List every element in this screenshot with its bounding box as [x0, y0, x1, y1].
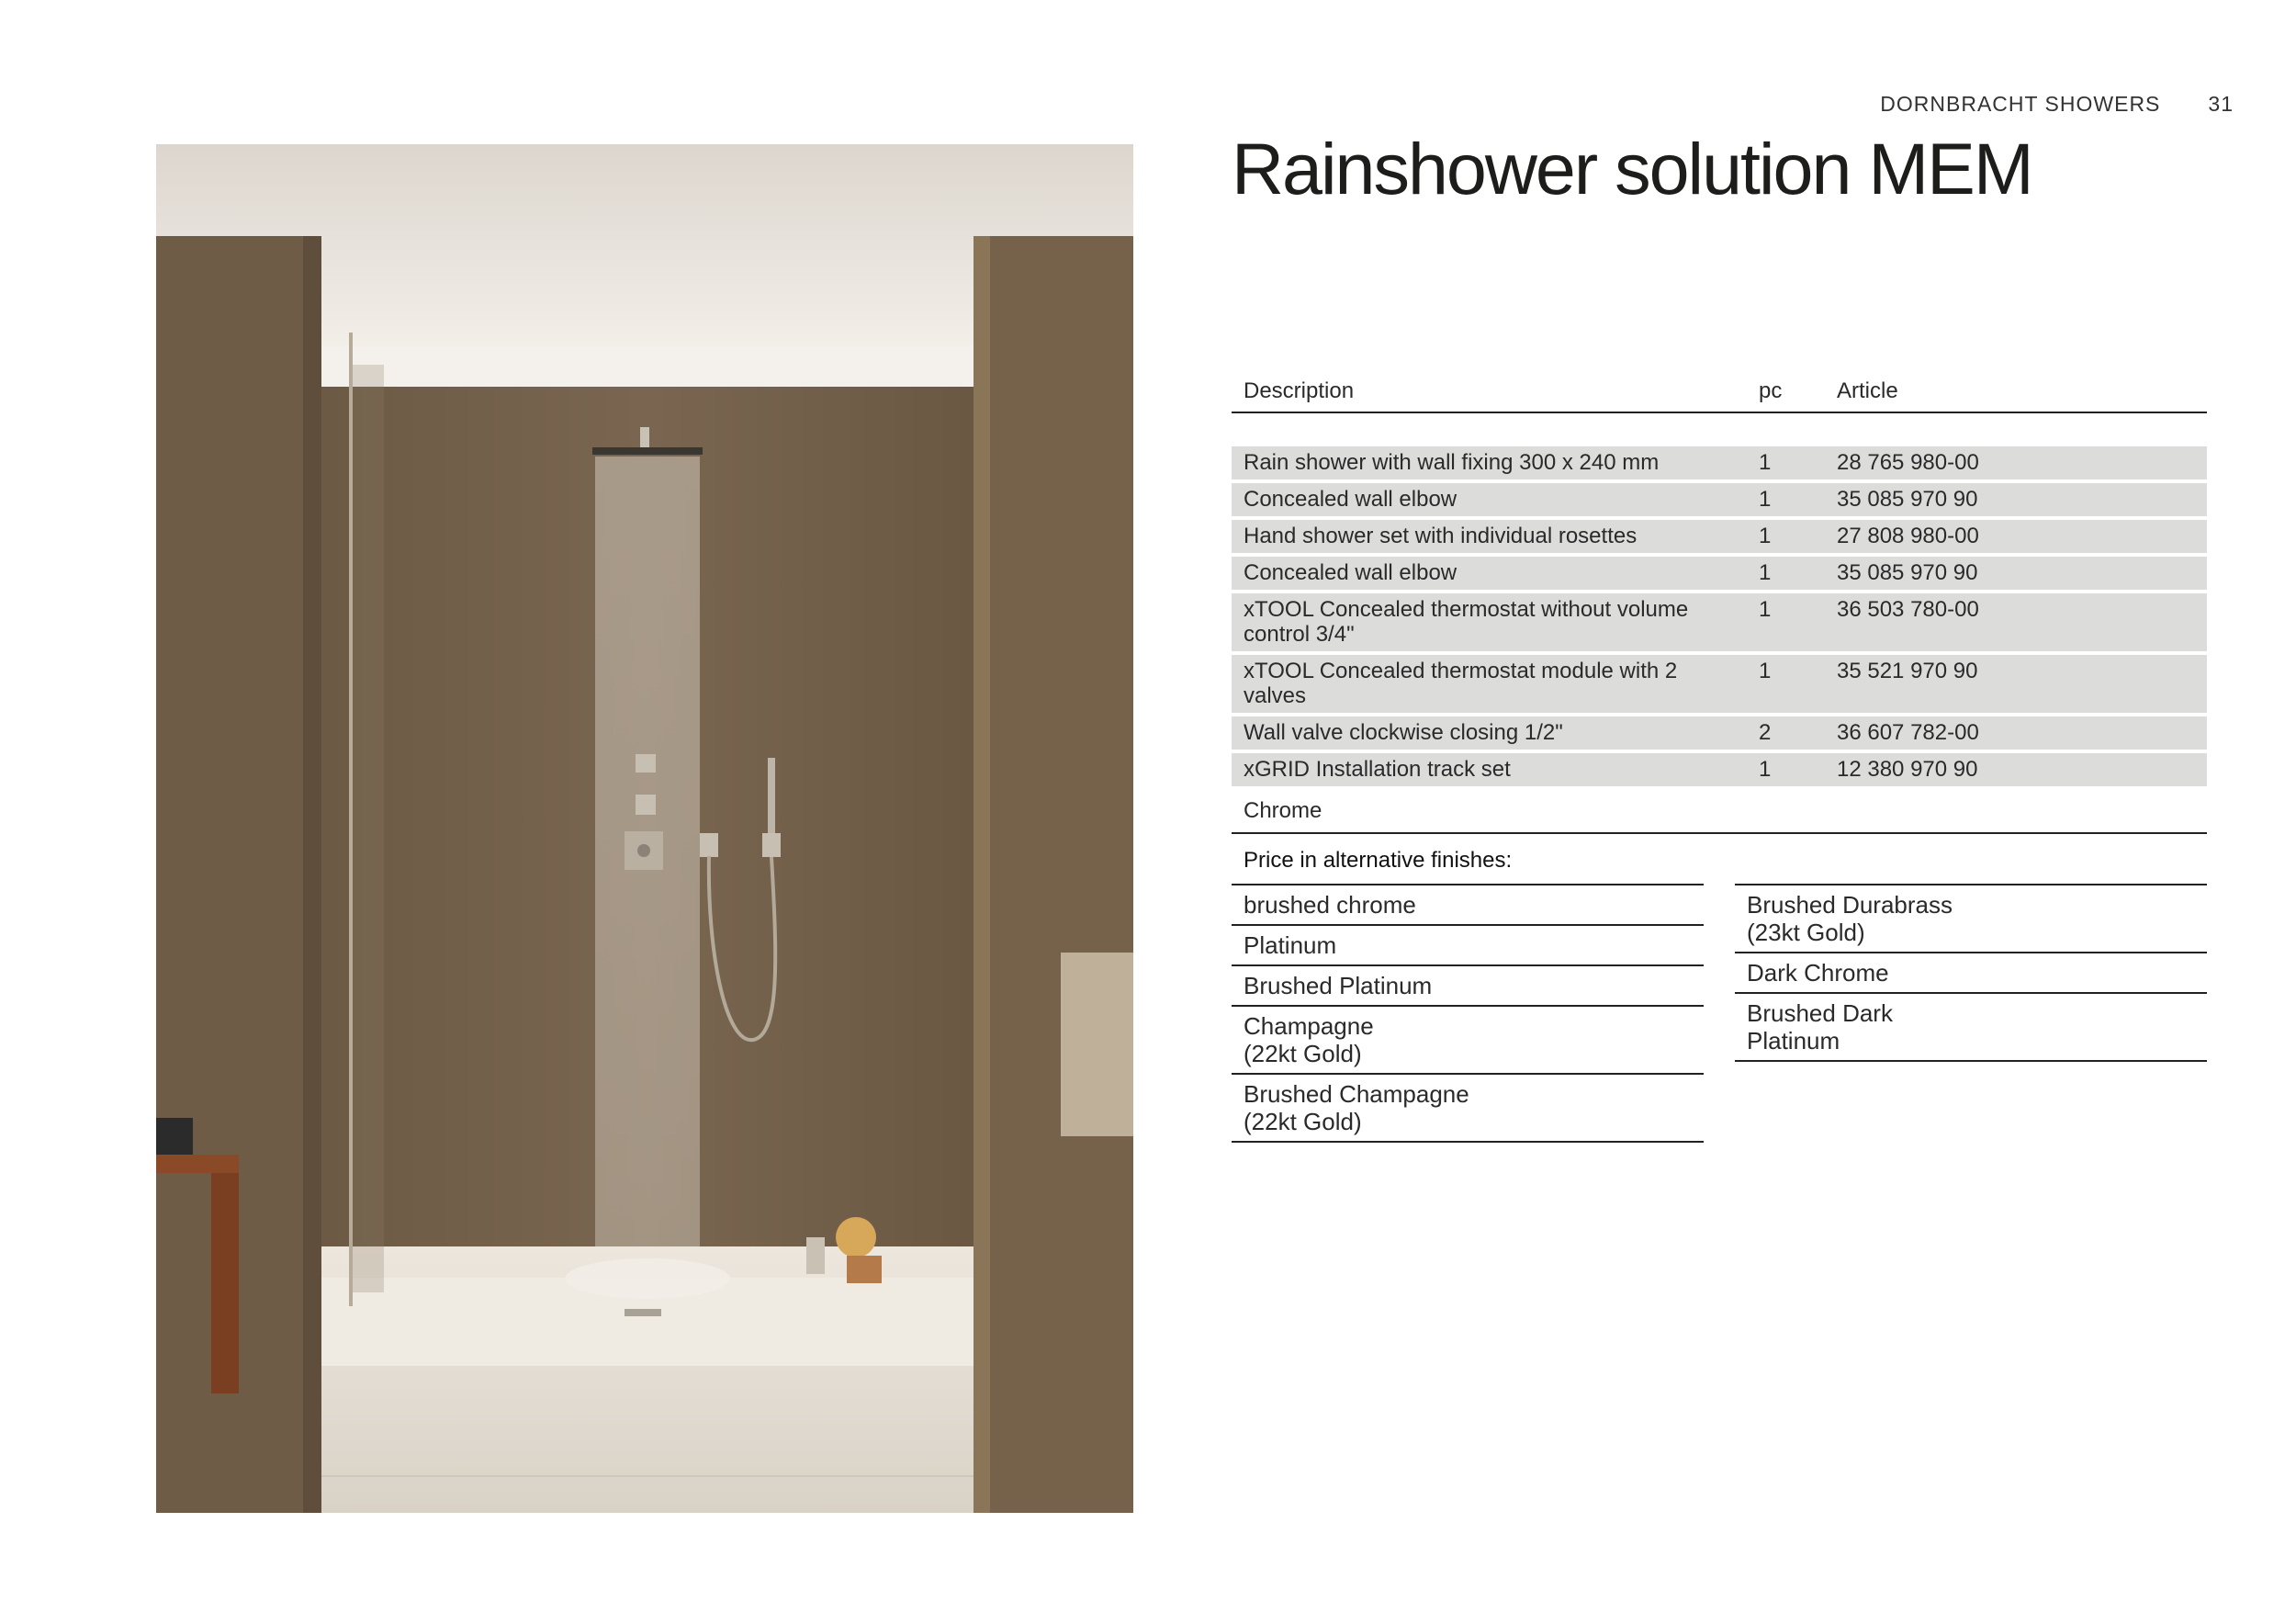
alternative-finishes-left — [1232, 884, 1704, 1143]
finish-label: Chrome — [1232, 790, 2207, 834]
cell-pc: 1 — [1759, 450, 1772, 475]
finish-option — [1232, 1005, 1704, 1073]
finish-option — [1735, 884, 2207, 952]
table-row — [1232, 483, 2207, 516]
cell-description: Hand shower set with individual rosettes — [1244, 524, 1638, 548]
finish-option — [1232, 924, 1704, 964]
table-row — [1232, 655, 2207, 713]
cell-description: Concealed wall elbow — [1244, 560, 1458, 585]
cell-article: 35 085 970 90 — [1837, 560, 1978, 585]
cell-description: Wall valve clockwise closing 1/2" — [1244, 720, 1563, 745]
cell-article: 35 085 970 90 — [1837, 487, 1978, 512]
table-row — [1232, 593, 2207, 651]
column-header-pc: pc — [1759, 378, 1783, 403]
cell-article: 28 765 980-00 — [1837, 450, 1979, 475]
finish-option — [1232, 884, 1704, 924]
cell-pc: 1 — [1759, 659, 1772, 683]
cell-pc: 1 — [1759, 487, 1772, 512]
finish-option-label: Platinum — [1244, 931, 1337, 959]
finish-option — [1232, 964, 1704, 1005]
cell-pc: 1 — [1759, 560, 1772, 585]
parts-table — [1232, 371, 2207, 834]
finish-option-label: Champagne (22kt Gold) — [1244, 1012, 1374, 1067]
cell-article: 12 380 970 90 — [1837, 757, 1978, 782]
shower-photo — [156, 144, 1133, 1513]
finish-option — [1232, 1073, 1704, 1143]
cell-pc: 2 — [1759, 720, 1772, 745]
finish-option — [1735, 992, 2207, 1062]
cell-article: 35 521 970 90 — [1837, 659, 1978, 683]
cell-pc: 1 — [1759, 597, 1772, 622]
finish-option-label: Brushed Dark Platinum — [1747, 999, 1893, 1054]
table-row — [1232, 557, 2207, 590]
parts-table-header — [1232, 371, 2207, 413]
page-title: Rainshower solution MEM — [1232, 128, 2032, 209]
cell-description: xTOOL Concealed thermostat without volume control 3/4" — [1244, 597, 1689, 647]
table-row — [1232, 716, 2207, 750]
cell-description: xTOOL Concealed thermostat module with 2 valves — [1244, 659, 1678, 708]
section-label: DORNBRACHT SHOWERS — [1880, 92, 2161, 116]
cell-pc: 1 — [1759, 524, 1772, 548]
finish-option-label: Dark Chrome — [1747, 959, 1889, 987]
finish-option-label: Brushed Platinum — [1244, 972, 1433, 999]
running-header — [1880, 92, 2234, 117]
cell-pc: 1 — [1759, 757, 1772, 782]
page-number: 31 — [2208, 92, 2234, 116]
finish-option — [1735, 952, 2207, 992]
cell-description: Rain shower with wall fixing 300 x 240 mm — [1244, 450, 1660, 475]
alternative-finishes-label: Price in alternative finishes: — [1244, 848, 1513, 873]
table-row — [1232, 753, 2207, 786]
cell-description: xGRID Installation track set — [1244, 757, 1511, 782]
finish-option-label: brushed chrome — [1244, 891, 1416, 919]
finish-option-label: Brushed Durabrass (23kt Gold) — [1747, 891, 1953, 946]
table-row — [1232, 520, 2207, 553]
column-header-article: Article — [1837, 378, 1898, 403]
shower-illustration — [156, 144, 1133, 1513]
column-header-description: Description — [1244, 378, 1355, 403]
finish-option-label: Brushed Champagne (22kt Gold) — [1244, 1080, 1469, 1135]
alternative-finishes-right — [1735, 884, 2207, 1062]
cell-description: Concealed wall elbow — [1244, 487, 1458, 512]
table-row — [1232, 446, 2207, 479]
parts-table-rows — [1232, 446, 2207, 786]
cell-article: 36 607 782-00 — [1837, 720, 1979, 745]
cell-article: 36 503 780-00 — [1837, 597, 1979, 622]
cell-article: 27 808 980-00 — [1837, 524, 1979, 548]
